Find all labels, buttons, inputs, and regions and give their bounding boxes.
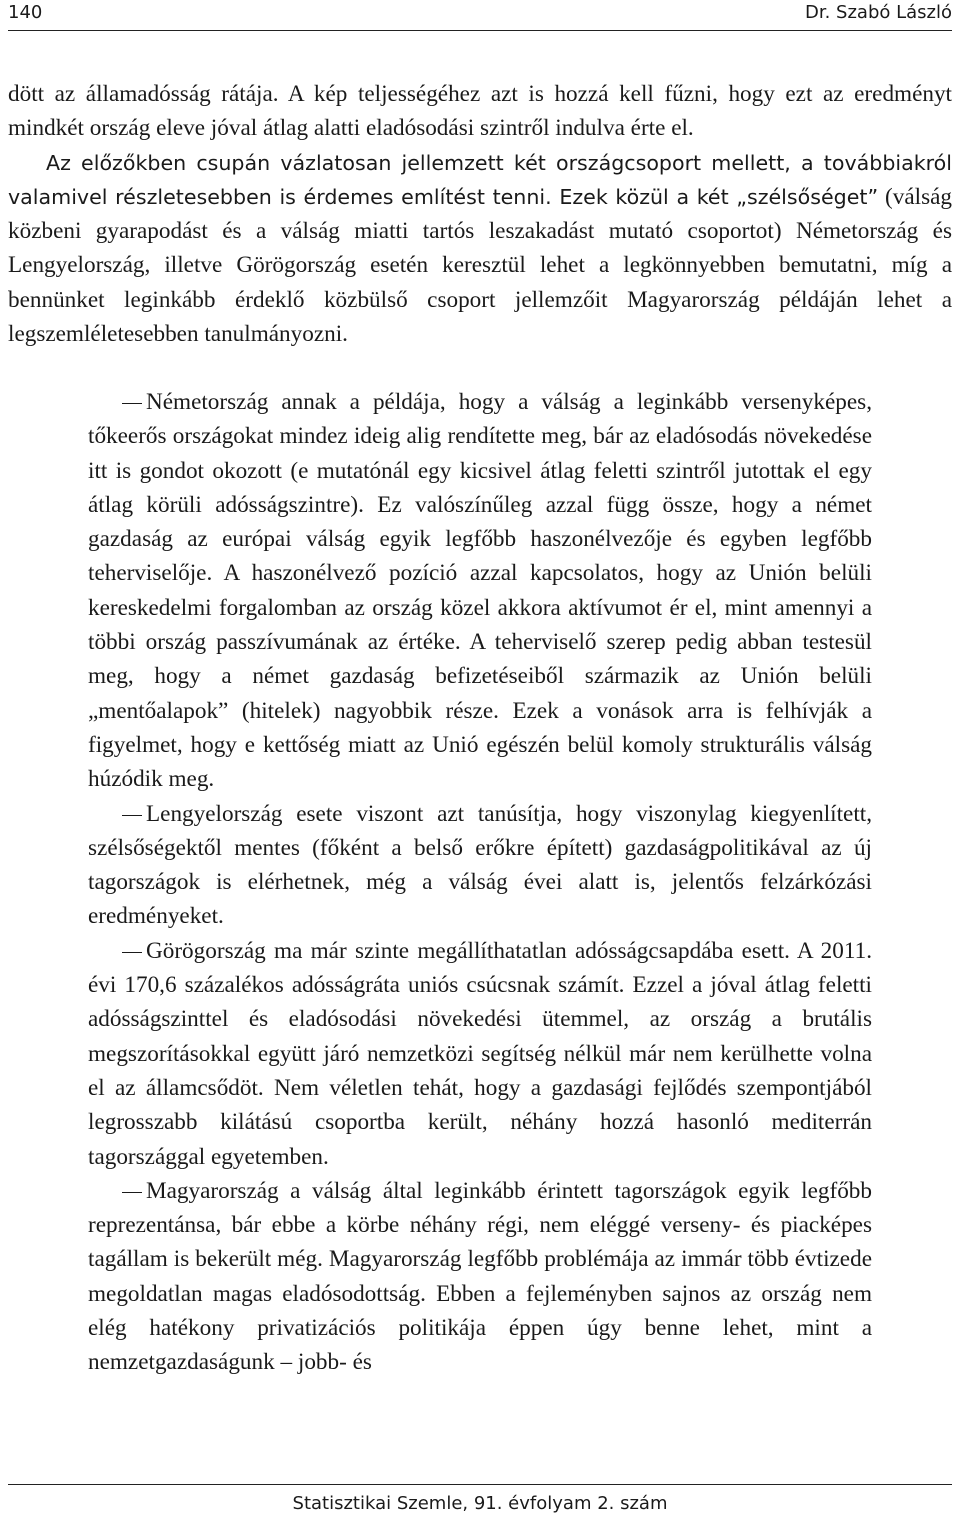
intro-serif-text: (válság közbeni gyarapodást és a válság miatti tartós leszakadást mutató csoportot) Németország és Lengyelország, illetve Görögország esetén keresztül lehet a legkönnyebben bemutatni, míg a bennünket leginkább érdeklő közbülső csoport jellemzőit Magyarország példáján lehet a legszemléletesebben tanulmányozni. bbox=[8, 183, 952, 348]
page-header bbox=[8, 0, 952, 31]
list-item-greece bbox=[88, 934, 872, 1174]
dash-bullet bbox=[122, 952, 142, 953]
intro-paragraph bbox=[8, 146, 952, 352]
page-footer bbox=[8, 1484, 952, 1523]
list-item-poland bbox=[88, 797, 872, 934]
country-list bbox=[88, 385, 872, 1380]
dash-bullet bbox=[122, 815, 142, 816]
running-head-author: Dr. Szabó László bbox=[804, 2, 952, 23]
list-item-text: Magyarország a válság által leginkább érintett tagországok egyik legfőbb reprezentánsa, bár ebbe a körbe néhány régi, nem eléggé verseny- és piacképes tagállam is bekerült még. Magyarország legfőbb problémája az immár több évtizede megoldatlan magas eladósodottság. Ebben a fejleményben sajnos az ország nem elég hatékony privatizációs politikája éppen úgy benne lehet, mint a nemzetgazdaságunk – jobb- és bbox=[88, 1177, 872, 1376]
journal-citation: Statisztikai Szemle, 91. évfolyam 2. szám bbox=[292, 1493, 668, 1514]
list-item-hungary bbox=[88, 1174, 872, 1380]
continuation-paragraph: dött az államadósság rátája. A kép teljességéhez azt is hozzá kell fűzni, hogy ezt az eredményt mindkét ország eleve jóval átlag alatti eladósodási szintről indulva érte el. bbox=[8, 81, 952, 142]
list-item-text: Lengyelország esete viszont azt tanúsítja, hogy viszonylag kiegyenlített, szélsőségektől mentes (főként a belső erőkre épített) gazdaságpolitikával az új tagországok is elérhetnek, még a válság évei alatt is, jelentős felzárkózási eredményeket. bbox=[88, 800, 872, 930]
list-item-germany bbox=[88, 385, 872, 797]
page-number: 140 bbox=[8, 2, 43, 23]
list-item-text: Németország annak a példája, hogy a válság a leginkább versenyképes, tőkeerős országokat mindez ideig alig rendítette meg, bár az eladósodás növekedése itt is gondot okozott (e mutatónál egy kicsivel átlag feletti szintről jutottak el egy átlag körüli adósságszintre). Ez valószínűleg azzal függ össze, hogy a német gazdaság az európai válság egyik legfőbb haszonélvezője és egyben legfőbb teherviselője. A haszonélvező pozíció azzal kapcsolatos, hogy az Unión belüli kereskedelmi forgalomban az ország közel akkora aktívumot ér el, mint amennyi a többi ország passzívumának az értéke. A teherviselő szerep pedig abban testesül meg, hogy a német gazdaság befizetéseiből származik az Unión belüli „mentőalapok” (hitelek) nagyobbik része. Ezek a vonások arra is felhívják a figyelmet, hogy e kettőség miatt az Unió egészén belül komoly strukturális válság húzódik meg. bbox=[88, 389, 872, 793]
intro-section bbox=[8, 77, 952, 351]
intro-sans-text: Az előzőkben csupán vázlatosan jellemzett két országcsoport mellett, a továbbiakról valamivel részletesebben is érdemes említést tenni. Ezek közül a két „szélsőséget” bbox=[8, 150, 952, 209]
dash-bullet bbox=[122, 403, 142, 404]
dash-bullet bbox=[122, 1192, 142, 1193]
list-item-text: Görögország ma már szinte megállíthatatlan adósságcsapdába esett. A 2011. évi 170,6 százalékos adósságráta uniós csúcsnak számít. Ezzel a jóval átlag feletti adósságszinttel és eladósodási növekedési ütemmel, az ország a brutális megszorításokkal együtt járó nemzetközi segítség nélkül már nem kerülhette volna el az államcsődöt. Nem véletlen tehát, hogy a gazdasági fejlődés szempontjából legrosszabb kilátású csoportba került, néhány hozzá hasonló mediterrán tagországgal egyetemben. bbox=[88, 937, 872, 1170]
